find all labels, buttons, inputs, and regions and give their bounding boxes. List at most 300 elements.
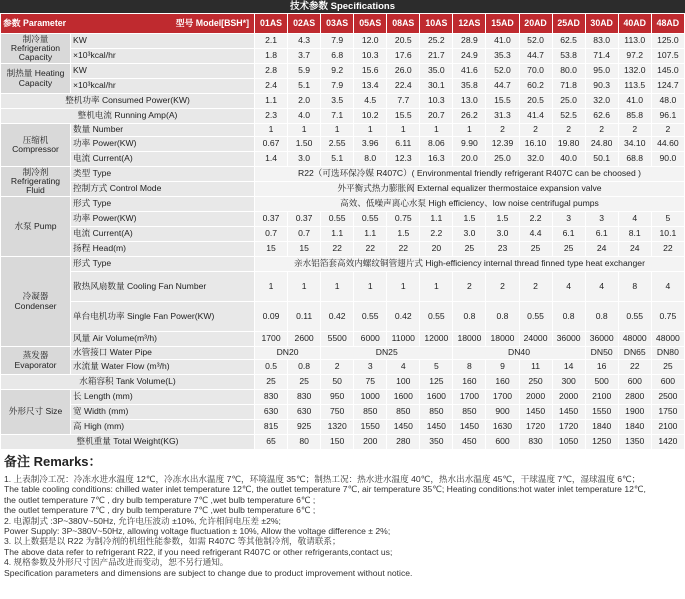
value-cell: 8.06 xyxy=(420,137,453,152)
value-cell: 1450 xyxy=(387,420,420,435)
header-parameter-model xyxy=(1,14,255,34)
value-cell: 15 xyxy=(255,242,288,257)
model-header: 10AS xyxy=(420,14,453,34)
value-cell: 2500 xyxy=(651,390,684,405)
param-label: 整机电流 Running Amp(A) xyxy=(1,109,255,124)
value-cell: 0.55 xyxy=(354,302,387,332)
value-cell: 44.7 xyxy=(486,79,519,94)
value-cell: 95.0 xyxy=(585,64,618,79)
value-cell: 5500 xyxy=(321,332,354,347)
param-label: 整机重量 Total Weight(KG) xyxy=(1,435,255,450)
value-cell: 20.5 xyxy=(387,34,420,49)
spec-row-cool-kw xyxy=(1,34,685,49)
value-cell: 107.5 xyxy=(651,49,684,64)
value-cell: 830 xyxy=(519,435,552,450)
value-cell: 2.1 xyxy=(255,34,288,49)
value-cell: 18000 xyxy=(453,332,486,347)
value-cell: 2.55 xyxy=(321,137,354,152)
value-cell: 2 xyxy=(618,124,651,137)
value-cell: 16.3 xyxy=(420,152,453,167)
value-cell: 22.4 xyxy=(387,79,420,94)
value-cell: 3.0 xyxy=(288,152,321,167)
value-cell: 4 xyxy=(618,212,651,227)
value-cell: 2600 xyxy=(288,332,321,347)
value-cell: 1420 xyxy=(651,435,684,450)
table-title: 技术参数 Specifications xyxy=(0,0,685,13)
value-cell: 80 xyxy=(288,435,321,450)
param-label: 形式 Type xyxy=(71,197,255,212)
remarks xyxy=(0,450,685,578)
spec-table-body xyxy=(1,14,685,450)
value-cell: 630 xyxy=(288,405,321,420)
value-cell: 815 xyxy=(255,420,288,435)
pipe-size-cell: DN25 xyxy=(321,347,453,360)
value-cell: 2 xyxy=(519,124,552,137)
value-cell: 850 xyxy=(420,405,453,420)
category-condenser: 冷凝器 Condenser xyxy=(1,257,71,347)
value-cell: 100 xyxy=(387,375,420,390)
spec-row-ref-control xyxy=(1,182,685,197)
spec-row-cond-type xyxy=(1,257,685,272)
value-cell: 16 xyxy=(585,360,618,375)
param-label: KW xyxy=(71,34,255,49)
param-label: 宽 Width (mm) xyxy=(71,405,255,420)
value-cell: 10.3 xyxy=(420,94,453,109)
spec-table xyxy=(0,13,685,450)
value-cell: 6.1 xyxy=(585,227,618,242)
value-cell: 90.3 xyxy=(585,79,618,94)
model-header: 25AD xyxy=(552,14,585,34)
value-cell: 1550 xyxy=(354,420,387,435)
remarks-title: 备注 Remarks： xyxy=(4,454,102,469)
value-cell: 850 xyxy=(354,405,387,420)
value-cell: 41.0 xyxy=(618,94,651,109)
value-cell: 25 xyxy=(453,242,486,257)
value-cell: 850 xyxy=(387,405,420,420)
value-cell: 5 xyxy=(651,212,684,227)
value-cell: 18000 xyxy=(486,332,519,347)
value-cell: 1.50 xyxy=(288,137,321,152)
value-cell: 1350 xyxy=(618,435,651,450)
value-cell: 2 xyxy=(486,272,519,302)
value-cell: 1.1 xyxy=(354,227,387,242)
value-cell: 83.0 xyxy=(585,34,618,49)
value-cell: 600 xyxy=(618,375,651,390)
value-cell: 96.1 xyxy=(651,109,684,124)
value-cell: 15.5 xyxy=(486,94,519,109)
value-cell: 97.2 xyxy=(618,49,651,64)
value-cell: 2.4 xyxy=(255,79,288,94)
value-cell: 2800 xyxy=(618,390,651,405)
value-cell: 1 xyxy=(288,124,321,137)
value-cell: 41.0 xyxy=(486,34,519,49)
param-label: ×10³kcal/hr xyxy=(71,79,255,94)
param-label: 形式 Type xyxy=(71,257,255,272)
model-header: 15AD xyxy=(486,14,519,34)
value-cell: 41.4 xyxy=(519,109,552,124)
value-cell: 44.60 xyxy=(651,137,684,152)
value-cell: 3 xyxy=(585,212,618,227)
value-cell: 75 xyxy=(354,375,387,390)
remark-line: the outlet temperature 7℃ , dry bulb temperature 7℃ ,wet bulb temperature 6℃ ; xyxy=(4,494,316,505)
value-cell: 1 xyxy=(354,272,387,302)
value-cell: 16.10 xyxy=(519,137,552,152)
value-cell: 12.3 xyxy=(387,152,420,167)
value-cell: 1.5 xyxy=(453,212,486,227)
category-pump: 水泵 Pump xyxy=(1,197,71,257)
value-cell: 25.0 xyxy=(552,94,585,109)
value-cell: 1050 xyxy=(552,435,585,450)
value-cell: 25 xyxy=(651,360,684,375)
value-cell: 40.0 xyxy=(552,152,585,167)
value-cell: 1750 xyxy=(651,405,684,420)
value-cell: 160 xyxy=(486,375,519,390)
value-cell: 35.3 xyxy=(486,49,519,64)
value-cell: 41.6 xyxy=(453,64,486,79)
value-cell: 62.6 xyxy=(585,109,618,124)
value-cell: 25 xyxy=(255,375,288,390)
value-cell: 32.0 xyxy=(519,152,552,167)
value-cell: 20.7 xyxy=(420,109,453,124)
value-cell: 28.9 xyxy=(453,34,486,49)
value-cell: 0.55 xyxy=(354,212,387,227)
param-label: 电流 Current(A) xyxy=(71,152,255,167)
value-cell: 25 xyxy=(519,242,552,257)
value-cell: 350 xyxy=(420,435,453,450)
pipe-size-cell: DN80 xyxy=(651,347,684,360)
remark-line: 4. 规格参数及外形尺寸因产品改进而变动，恕不另行通知。 xyxy=(4,557,229,568)
value-cell: 4 xyxy=(552,272,585,302)
value-cell: 0.8 xyxy=(585,302,618,332)
value-cell: 50.1 xyxy=(585,152,618,167)
value-cell: 2.8 xyxy=(255,64,288,79)
param-label: 水管接口 Water Pipe xyxy=(71,347,255,360)
value-cell: 2000 xyxy=(519,390,552,405)
value-cell: 850 xyxy=(453,405,486,420)
value-cell: 300 xyxy=(552,375,585,390)
value-cell: 26.0 xyxy=(387,64,420,79)
value-cell: 35.8 xyxy=(453,79,486,94)
value-cell: 4.0 xyxy=(288,109,321,124)
value-cell: 0.8 xyxy=(552,302,585,332)
value-cell: 2 xyxy=(321,360,354,375)
remark-line: 2. 电源制式 :3P~380V~50Hz, 允许电压波动 ±10%, 允许相间电压差 ±2%; xyxy=(4,515,281,526)
value-cell: 12.39 xyxy=(486,137,519,152)
model-header: 08AS xyxy=(387,14,420,34)
spec-row-size-height xyxy=(1,420,685,435)
value-cell: 1 xyxy=(354,124,387,137)
value-cell: 3.96 xyxy=(354,137,387,152)
value-cell: 35.0 xyxy=(420,64,453,79)
value-cell: 4 xyxy=(387,360,420,375)
value-cell: 52.0 xyxy=(486,64,519,79)
remark-line: The above data refer to refrigerant R22, if you need refrigerant R407C or other refrigerants,contact us; xyxy=(4,546,393,557)
param-label: 电流 Current(A) xyxy=(71,227,255,242)
value-cell: 19.80 xyxy=(552,137,585,152)
spec-row-size-width xyxy=(1,405,685,420)
value-cell: 1000 xyxy=(354,390,387,405)
spec-row-ref-type xyxy=(1,167,685,182)
value-cell: 0.75 xyxy=(387,212,420,227)
value-cell: 2 xyxy=(552,124,585,137)
category-evaporator: 蒸发器 Evaporator xyxy=(1,347,71,375)
value-cell: 6.11 xyxy=(387,137,420,152)
value-cell: 0.09 xyxy=(255,302,288,332)
spec-row-pump-power xyxy=(1,212,685,227)
value-cell: 2 xyxy=(585,124,618,137)
value-cell: 25 xyxy=(552,242,585,257)
value-cell: 53.8 xyxy=(552,49,585,64)
model-label: 型号 Model[BSH*] xyxy=(175,17,250,28)
value-cell: 2 xyxy=(519,272,552,302)
value-cell: 160 xyxy=(453,375,486,390)
category-heating: 制热量 Heating Capacity xyxy=(1,64,71,94)
param-label: 类型 Type xyxy=(71,167,255,182)
value-cell: 1.1 xyxy=(420,212,453,227)
value-cell: 0.5 xyxy=(255,360,288,375)
value-cell: 124.7 xyxy=(651,79,684,94)
value-cell: 1720 xyxy=(519,420,552,435)
value-cell: 48.0 xyxy=(651,94,684,109)
spec-row-comp-number xyxy=(1,124,685,137)
value-cell: 280 xyxy=(387,435,420,450)
param-label: 整机功率 Consumed Power(KW) xyxy=(1,94,255,109)
model-header: 48AD xyxy=(651,14,684,34)
value-cell: 1 xyxy=(387,124,420,137)
value-cell: 3.5 xyxy=(321,94,354,109)
value-cell: 10.1 xyxy=(651,227,684,242)
value-cell: 1600 xyxy=(420,390,453,405)
value-cell: 5.9 xyxy=(288,64,321,79)
value-cell: 25 xyxy=(288,375,321,390)
value-cell: 1320 xyxy=(321,420,354,435)
value-cell: 10.2 xyxy=(354,109,387,124)
value-cell: 48000 xyxy=(651,332,684,347)
value-cell: 25.2 xyxy=(420,34,453,49)
param-label: 数量 Number xyxy=(71,124,255,137)
value-cell: 52.0 xyxy=(519,34,552,49)
param-label: 风量 Air Volume(m³/h) xyxy=(71,332,255,347)
parameter-label: 参数 Parameter xyxy=(3,17,67,28)
value-cell: 125 xyxy=(420,375,453,390)
value-cell: 3 xyxy=(552,212,585,227)
value-cell: 24.80 xyxy=(585,137,618,152)
value-cell: 1 xyxy=(255,124,288,137)
value-cell: 8 xyxy=(453,360,486,375)
category-size: 外形尺寸 Size xyxy=(1,390,71,435)
value-cell: 2100 xyxy=(585,390,618,405)
value-cell: 7.9 xyxy=(321,34,354,49)
model-header: 30AD xyxy=(585,14,618,34)
value-cell: 1630 xyxy=(486,420,519,435)
spec-row-comp-current xyxy=(1,152,685,167)
remarks-lines xyxy=(4,474,683,578)
spec-row-cond-fan-number xyxy=(1,272,685,302)
param-label: 单台电机功率 Single Fan Power(KW) xyxy=(71,302,255,332)
value-cell: 22 xyxy=(651,242,684,257)
value-cell: 4 xyxy=(651,272,684,302)
value-cell: 1.5 xyxy=(486,212,519,227)
spec-row-pump-current xyxy=(1,227,685,242)
value-cell: 85.8 xyxy=(618,109,651,124)
value-cell: 0.55 xyxy=(618,302,651,332)
param-label: 扬程 Head(m) xyxy=(71,242,255,257)
spec-text-cell: 亲水铝箔套高效内螺纹铜管翅片式 High-efficiency internal thread finned type heat exchanger xyxy=(255,257,685,272)
value-cell: 0.8 xyxy=(453,302,486,332)
value-cell: 11 xyxy=(519,360,552,375)
value-cell: 62.5 xyxy=(552,34,585,49)
value-cell: 1450 xyxy=(453,420,486,435)
value-cell: 1900 xyxy=(618,405,651,420)
spec-row-total-weight xyxy=(1,435,685,450)
value-cell: 4.4 xyxy=(519,227,552,242)
pipe-size-cell: DN20 xyxy=(255,347,321,360)
value-cell: 0.7 xyxy=(255,227,288,242)
value-cell: 24.9 xyxy=(453,49,486,64)
model-header: 40AD xyxy=(618,14,651,34)
value-cell: 5.1 xyxy=(321,152,354,167)
value-cell: 630 xyxy=(255,405,288,420)
value-cell: 24 xyxy=(585,242,618,257)
value-cell: 1450 xyxy=(519,405,552,420)
value-cell: 900 xyxy=(486,405,519,420)
spec-row-pump-type xyxy=(1,197,685,212)
param-label: 功率 Power(KW) xyxy=(71,137,255,152)
value-cell: 1 xyxy=(453,124,486,137)
value-cell: 200 xyxy=(354,435,387,450)
header-row xyxy=(1,14,685,34)
value-cell: 1700 xyxy=(453,390,486,405)
value-cell: 830 xyxy=(255,390,288,405)
value-cell: 1.1 xyxy=(321,227,354,242)
value-cell: 2 xyxy=(486,124,519,137)
value-cell: 14 xyxy=(552,360,585,375)
value-cell: 90.0 xyxy=(651,152,684,167)
value-cell: 20.5 xyxy=(519,94,552,109)
value-cell: 3.0 xyxy=(453,227,486,242)
value-cell: 1840 xyxy=(618,420,651,435)
model-header: 03AS xyxy=(321,14,354,34)
value-cell: 1700 xyxy=(255,332,288,347)
value-cell: 2100 xyxy=(651,420,684,435)
model-header: 20AD xyxy=(519,14,552,34)
value-cell: 4.3 xyxy=(288,34,321,49)
value-cell: 925 xyxy=(288,420,321,435)
value-cell: 8.1 xyxy=(618,227,651,242)
value-cell: 4.5 xyxy=(354,94,387,109)
value-cell: 1 xyxy=(288,272,321,302)
model-header: 02AS xyxy=(288,14,321,34)
value-cell: 0.11 xyxy=(288,302,321,332)
value-cell: 4 xyxy=(585,272,618,302)
value-cell: 6.1 xyxy=(552,227,585,242)
value-cell: 3.0 xyxy=(486,227,519,242)
value-cell: 1 xyxy=(387,272,420,302)
param-label: 控制方式 Control Mode xyxy=(71,182,255,197)
value-cell: 8.0 xyxy=(354,152,387,167)
value-cell: 12.0 xyxy=(354,34,387,49)
value-cell: 5.1 xyxy=(288,79,321,94)
value-cell: 0.55 xyxy=(420,302,453,332)
value-cell: 22 xyxy=(354,242,387,257)
value-cell: 950 xyxy=(321,390,354,405)
value-cell: 26.2 xyxy=(453,109,486,124)
value-cell: 600 xyxy=(651,375,684,390)
value-cell: 9.2 xyxy=(321,64,354,79)
value-cell: 12000 xyxy=(420,332,453,347)
value-cell: 71.8 xyxy=(552,79,585,94)
category-compressor: 压缩机 Compressor xyxy=(1,124,71,167)
remark-line: 3. 以上数据是以 R22 为制冷剂的机组性能参数，如需 R407C 等其他制冷剂，敬请联系； xyxy=(4,536,341,547)
value-cell: 7.7 xyxy=(387,94,420,109)
value-cell: 3 xyxy=(354,360,387,375)
value-cell: 0.42 xyxy=(321,302,354,332)
value-cell: 1 xyxy=(420,272,453,302)
spec-row-tank-volume xyxy=(1,375,685,390)
spec-row-cool-kcal xyxy=(1,49,685,64)
value-cell: 0.42 xyxy=(387,302,420,332)
value-cell: 113.0 xyxy=(618,34,651,49)
value-cell: 0.8 xyxy=(486,302,519,332)
value-cell: 1.1 xyxy=(255,94,288,109)
value-cell: 0.37 xyxy=(255,212,288,227)
value-cell: 20.0 xyxy=(453,152,486,167)
value-cell: 2 xyxy=(453,272,486,302)
value-cell: 15.6 xyxy=(354,64,387,79)
spec-row-heat-kw xyxy=(1,64,685,79)
value-cell: 2000 xyxy=(552,390,585,405)
value-cell: 65 xyxy=(255,435,288,450)
value-cell: 1700 xyxy=(486,390,519,405)
value-cell: 2.2 xyxy=(420,227,453,242)
spec-row-cond-air-volume xyxy=(1,332,685,347)
remark-line: the outlet temperature 7℃ , dry bulb temperature 7℃ ,wet bulb temperature 6℃ ; xyxy=(4,505,316,516)
spec-text-cell: R22（可选环保冷媒 R407C）( Environmental friendly refrigerant R407C can be choosed ) xyxy=(255,167,685,182)
value-cell: 145.0 xyxy=(651,64,684,79)
value-cell: 1.4 xyxy=(255,152,288,167)
pipe-size-cell: DN40 xyxy=(453,347,585,360)
value-cell: 9 xyxy=(486,360,519,375)
value-cell: 2.0 xyxy=(288,94,321,109)
spec-row-running-amp xyxy=(1,109,685,124)
value-cell: 22 xyxy=(618,360,651,375)
value-cell: 0.75 xyxy=(651,302,684,332)
remark-line: The table cooling conditions: chilled water inlet temperature 12℃, the outlet temperature 7℃, air temperature 35℃; Heating conditions:hot water inlet temperature 12℃, xyxy=(4,484,646,495)
value-cell: 34.10 xyxy=(618,137,651,152)
spec-row-size-length xyxy=(1,390,685,405)
model-header: 05AS xyxy=(354,14,387,34)
value-cell: 30.1 xyxy=(420,79,453,94)
value-cell: 500 xyxy=(585,375,618,390)
value-cell: 80.0 xyxy=(552,64,585,79)
param-label: 水流量 Water Flow (m³/h) xyxy=(71,360,255,375)
spec-text-cell: 外平衡式热力膨胀阀 External equalizer thermostaice expansion valve xyxy=(255,182,685,197)
value-cell: 36000 xyxy=(585,332,618,347)
value-cell: 450 xyxy=(453,435,486,450)
value-cell: 0.55 xyxy=(321,212,354,227)
value-cell: 70.0 xyxy=(519,64,552,79)
value-cell: 71.4 xyxy=(585,49,618,64)
param-label: 长 Length (mm) xyxy=(71,390,255,405)
value-cell: 50 xyxy=(321,375,354,390)
value-cell: 1 xyxy=(321,124,354,137)
value-cell: 0.67 xyxy=(255,137,288,152)
value-cell: 68.8 xyxy=(618,152,651,167)
spec-row-pump-head xyxy=(1,242,685,257)
value-cell: 6.8 xyxy=(321,49,354,64)
value-cell: 5 xyxy=(420,360,453,375)
spec-row-evap-pipe xyxy=(1,347,685,360)
